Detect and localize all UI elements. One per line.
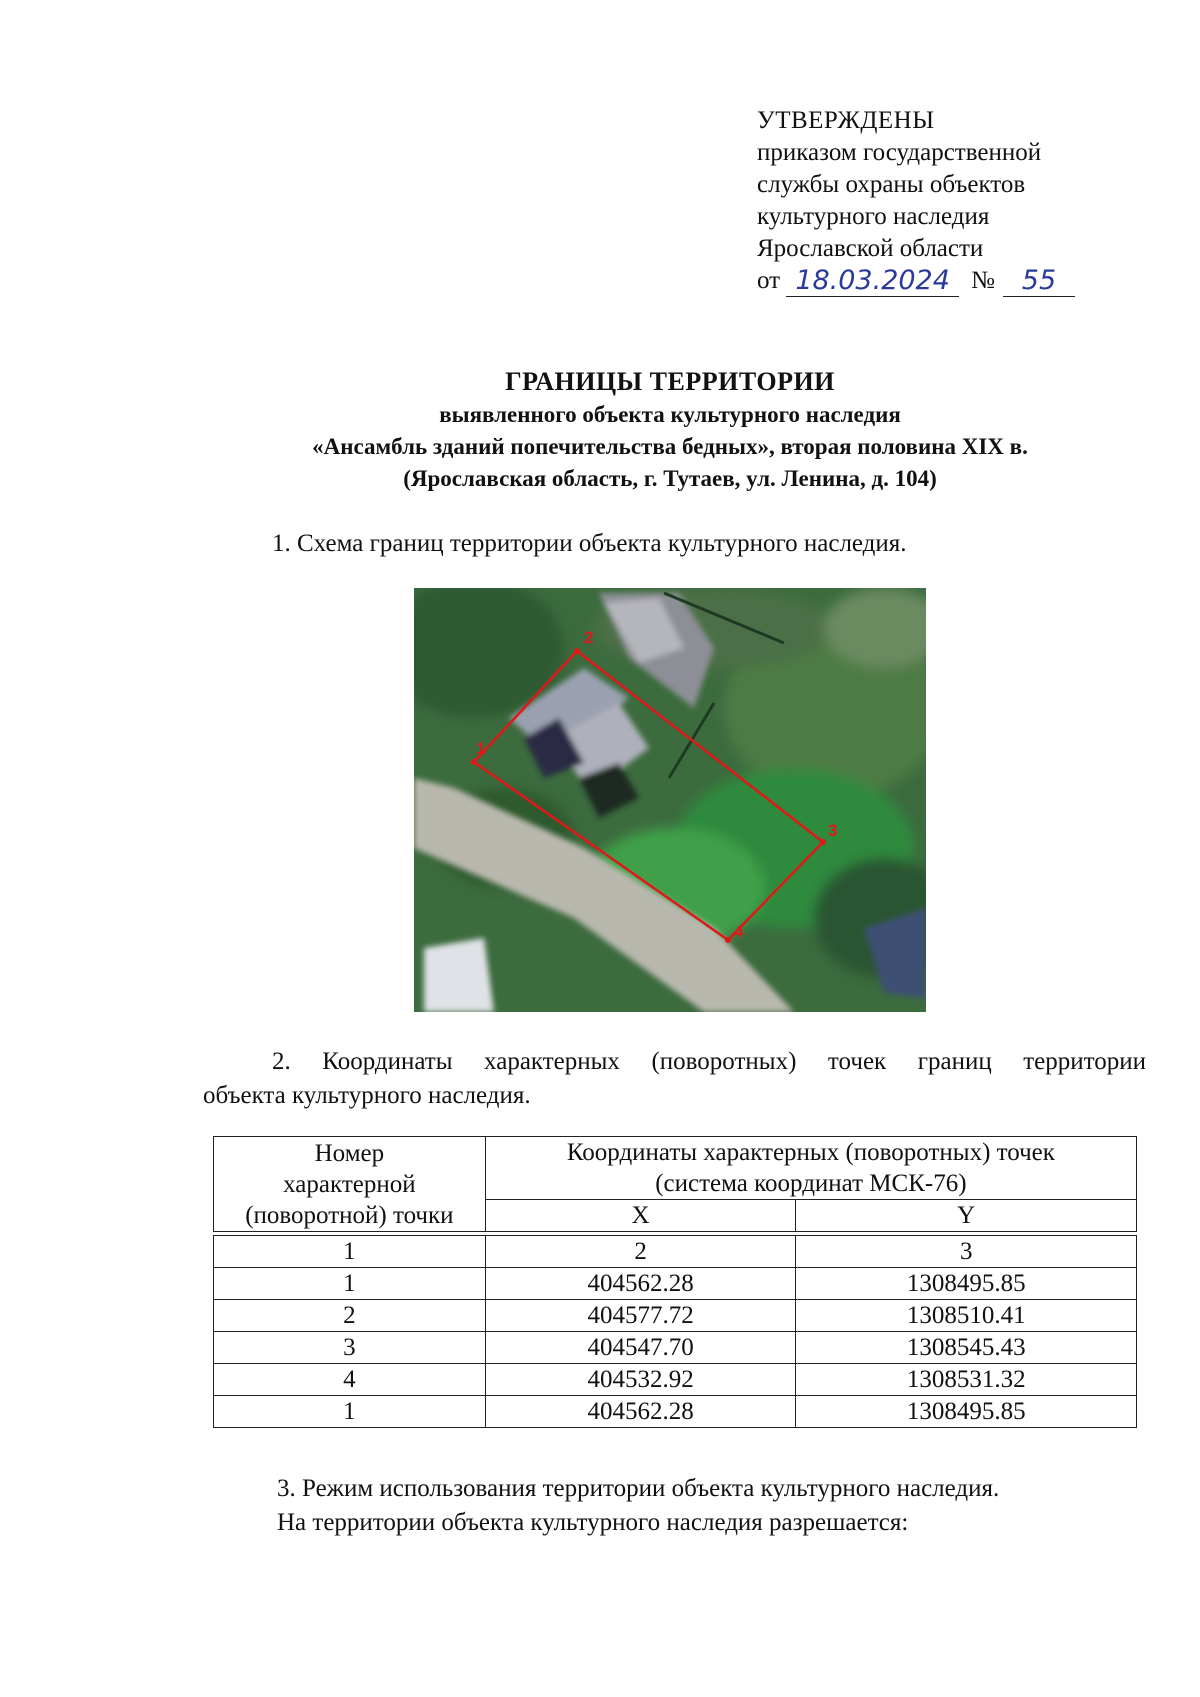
document-title	[180, 365, 1160, 495]
boundary-point-2	[574, 648, 580, 654]
point-label-2: 2	[584, 628, 594, 647]
section-3	[277, 1472, 999, 1540]
boundary-map	[414, 588, 926, 1012]
boundary-point-3	[820, 839, 826, 845]
table-row: 2 404577.72 1308510.41	[214, 1300, 1137, 1332]
approval-heading: УТВЕРЖДЕНЫ	[757, 107, 935, 134]
date-field	[786, 266, 959, 297]
point-number-header: Номер характерной (поворотной) точки	[214, 1137, 486, 1232]
date-prefix: от	[757, 267, 781, 294]
number-prefix: №	[971, 267, 995, 294]
table-row: 1 404562.28 1308495.85	[214, 1268, 1137, 1300]
approval-stamp	[757, 105, 1075, 297]
approval-line: культурного наследия	[757, 203, 990, 230]
section-2-line2: объекта культурного наследия.	[203, 1082, 531, 1109]
approval-line: службы охраны объектов	[757, 171, 1026, 198]
coordinates-table	[213, 1136, 1137, 1428]
y-header: Y	[796, 1200, 1137, 1232]
section-2-heading	[203, 1045, 1146, 1113]
section-1-heading: 1. Схема границ территории объекта культурного наследия.	[272, 530, 907, 557]
table-header-row	[214, 1137, 1137, 1200]
table-row: 3 404547.70 1308545.43	[214, 1332, 1137, 1364]
approval-line: приказом государственной	[757, 139, 1042, 166]
point-label-4: 4	[734, 922, 744, 941]
title-subtitle: выявленного объекта культурного наследия	[439, 402, 901, 427]
title-object-name: «Ансамбль зданий попечительства бедных», вторая половина XIX в.	[312, 434, 1028, 459]
x-header: X	[485, 1200, 796, 1232]
title-main: ГРАНИЦЫ ТЕРРИТОРИИ	[505, 367, 835, 396]
title-address: (Ярославская область, г. Тутаев, ул. Ленина, д. 104)	[403, 466, 937, 491]
section-3-heading: 3. Режим использования территории объекта культурного наследия.	[277, 1475, 1000, 1502]
point-label-1: 1	[476, 739, 486, 758]
section-3-text: На территории объекта культурного наследия разрешается:	[277, 1509, 909, 1536]
table-row: 4 404532.92 1308531.32	[214, 1364, 1137, 1396]
handwritten-date: 18.03.2024	[795, 265, 950, 296]
handwritten-number: 55	[1021, 265, 1057, 296]
point-label-3: 3	[828, 821, 838, 840]
coordinates-header: Координаты характерных (поворотных) точек (система координат МСК-76)	[485, 1137, 1136, 1200]
table-row: 1 404562.28 1308495.85	[214, 1396, 1137, 1428]
approval-date-row	[757, 265, 1075, 297]
boundary-point-1	[471, 759, 477, 765]
boundary-point-4	[725, 937, 731, 943]
approval-line: Ярославской области	[757, 235, 984, 262]
column-numbering-row: 1 2 3	[214, 1236, 1137, 1268]
number-field	[1003, 266, 1075, 297]
section-2-line1: 2. Координаты характерных (поворотных) точек границ территории	[272, 1048, 1146, 1075]
